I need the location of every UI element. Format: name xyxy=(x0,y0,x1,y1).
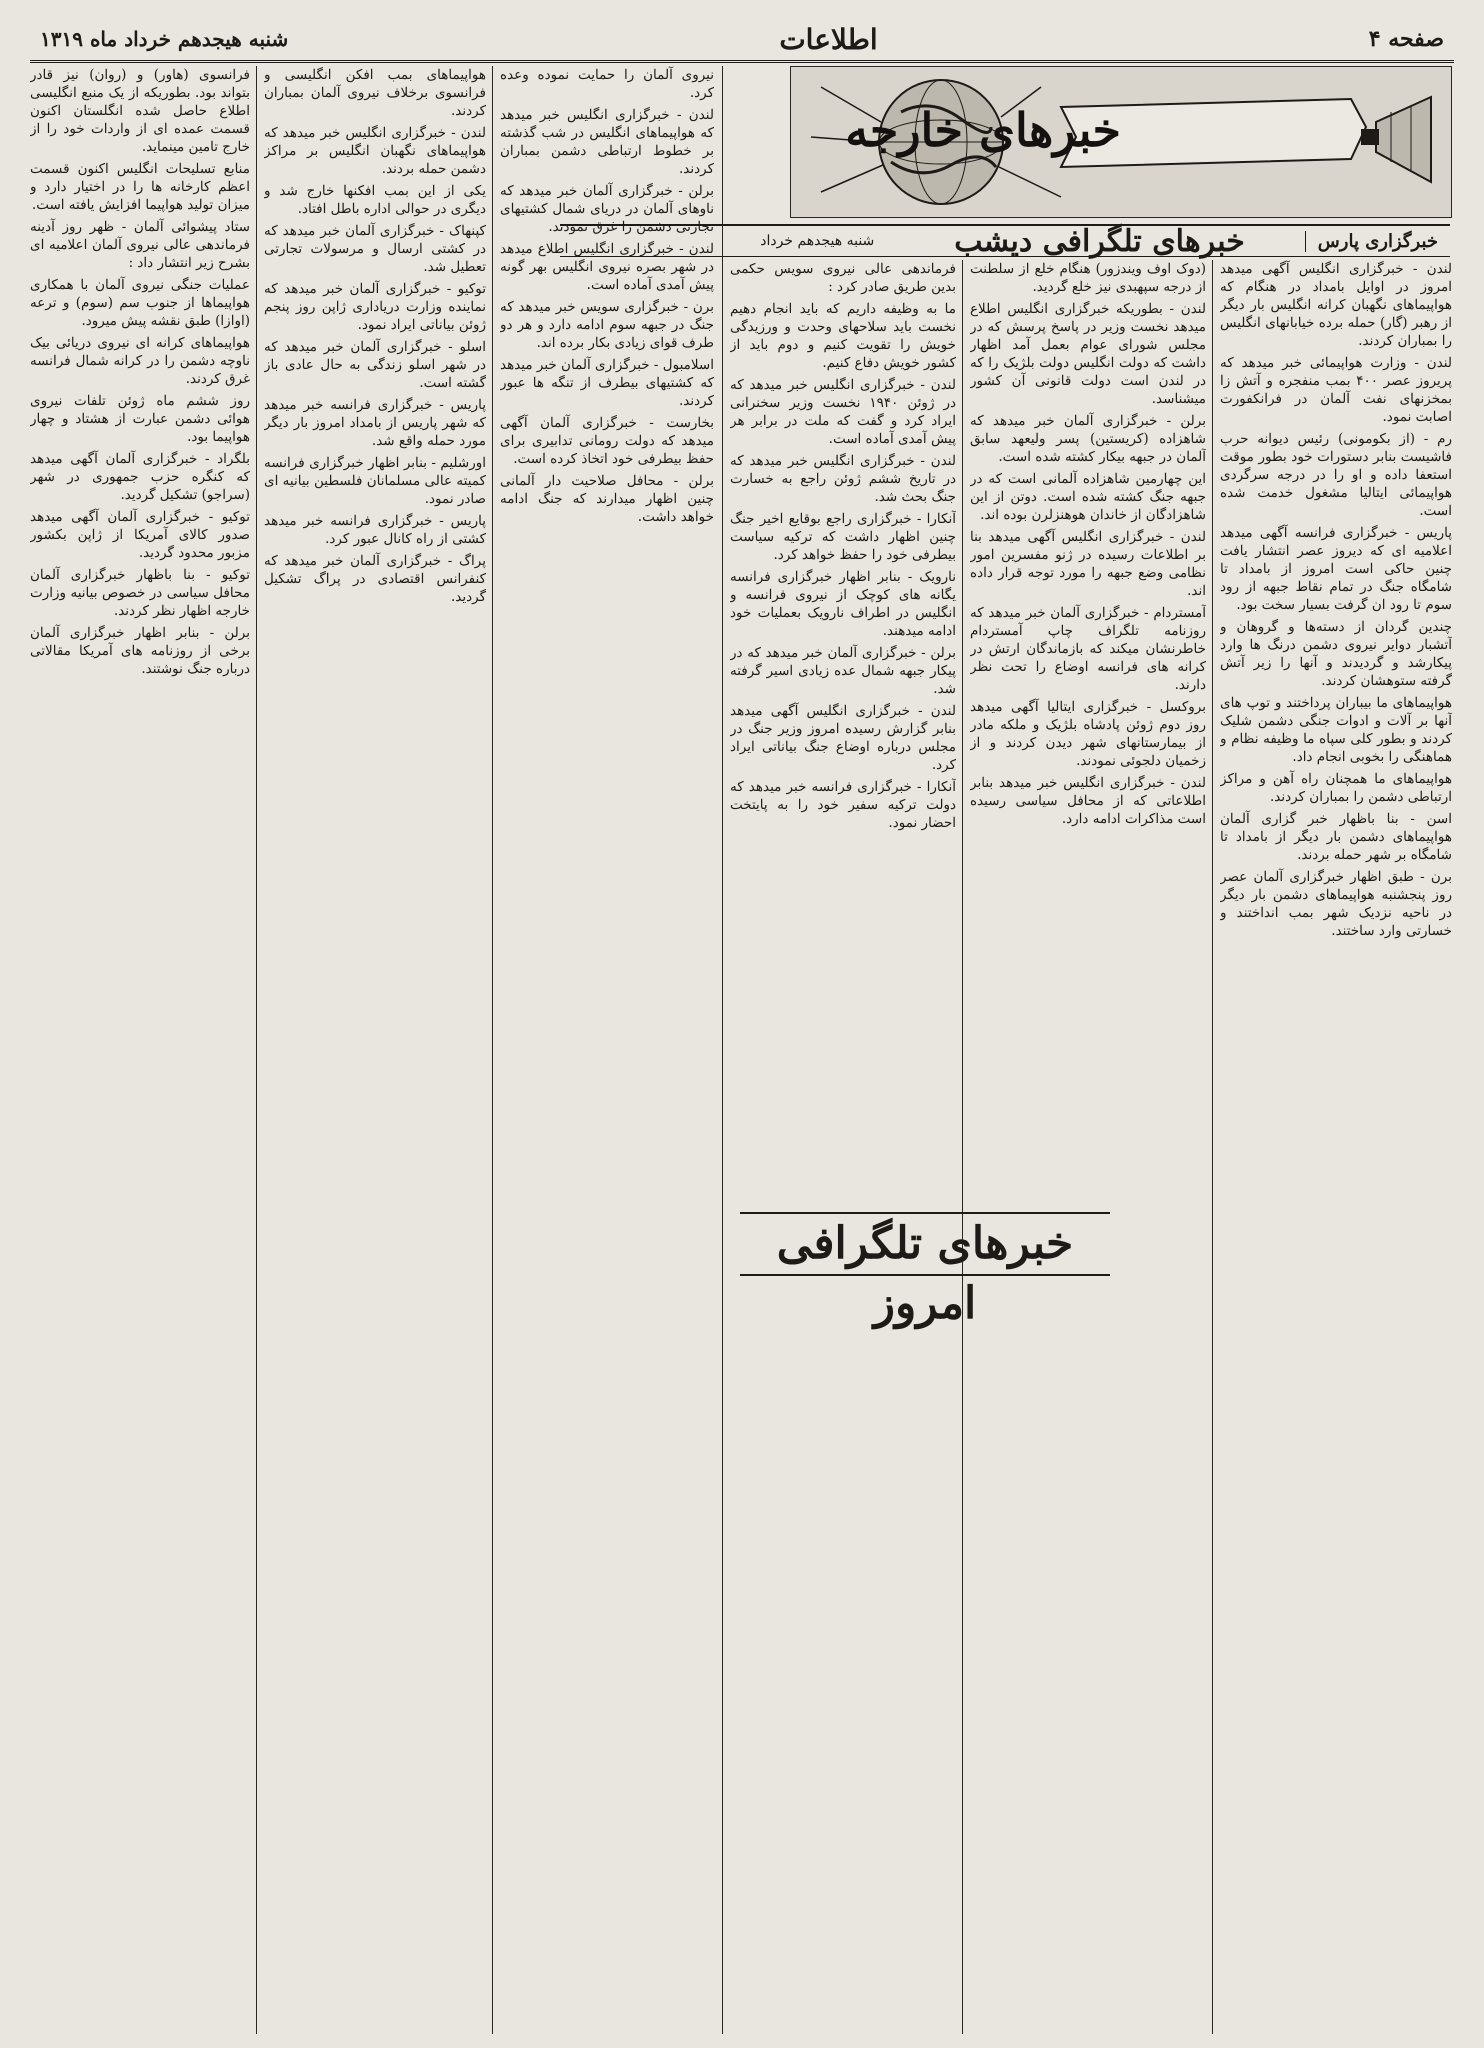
night-telegrams-headline: خبرهای تلگرافی دیشب xyxy=(954,223,1245,259)
article-paragraph: ستاد پیشوائی آلمان - ظهر روز آدینه فرماندهی عالی نیروی آلمان اعلامیه ای بشرح زیر انتشار داد : xyxy=(30,219,250,271)
article-paragraph: لندن - خبرگزاری انگلیس خبر میدهد که هواپیماهای انگلیس در شب گذشته بر خطوط ارتباطی دشمن بمباران کردند. xyxy=(500,107,714,177)
article-paragraph: اورشلیم - بنابر اظهار خبرگزاری فرانسه کمیته عالی مسلمانان فلسطین بیانیه ای صادر نمود. xyxy=(264,455,486,507)
banner-title: خبرهای خارجه xyxy=(845,103,1121,157)
article-paragraph: فرانسوی (هاور) و (روان) نیز قادر بتواند بود. بطوریکه از یک منبع انگلیسی اطلاع حاصل شده انگلستان اکنون قسمت عمده ای از واردات خود را از خارج تامین مینماید. xyxy=(30,67,250,155)
column-rule xyxy=(962,260,963,2034)
article-paragraph: برلن - خبرگزاری آلمان خبر میدهد که ناوهای آلمان در دریای شمال کشتیهای تجارتی دشمن را غرق نمودند. xyxy=(500,183,714,235)
article-paragraph: چندین گردان از دسته‌ها و گروهان و آتشبار دوایر نیروی دشمن درنگ ها وارد پیکارشد و گردیدند و آنها را زیر آتش گرفته ستوهشان کردند. xyxy=(1220,619,1452,689)
article-paragraph: (دوک اوف ویندزور) هنگام خلع از سلطنت از درجه سپهبدی نیز خلع گردید. xyxy=(970,261,1206,295)
column-1 xyxy=(1220,260,1452,2034)
article-paragraph: هواپیماهای کرانه ای نیروی دریائی بیک ناوچه دشمن را در کرانه شمال فرانسه غرق کردند. xyxy=(30,335,250,387)
article-paragraph: برلن - خبرگزاری آلمان خبر میدهد که در پیکار جبهه شمال عده زیادی اسیر گرفته شد. xyxy=(730,645,956,697)
article-paragraph: لندن - خبرگزاری انگلیس خبر میدهد که در تاریخ ششم ژوئن راجع به خسارت جنگ بحث شد. xyxy=(730,453,956,505)
article-paragraph: لندن - خبرگزاری انگلیس خبر میدهد که هواپیماهای نگهبان انگلیس بر مراکز دشمن حمله بردند. xyxy=(264,125,486,177)
paper-name: اطلاعات xyxy=(779,22,878,56)
article-paragraph: بخارست - خبرگزاری آلمان آگهی میدهد که دولت رومانی تدابیری برای حفظ بیطرفی خود اتخاذ کرده است. xyxy=(500,415,714,467)
article-paragraph: لندن - بطوریکه خبرگزاری انگلیس اطلاع میدهد نخست وزیر در پاسخ پرسش که در مجلس شورای عوام بعمل آمد اظهار داشت که دولت انگلیس دولت بلژیک را که در لندن است دولت قانونی آن کشور میشناسد. xyxy=(970,301,1206,407)
today-telegrams-headline: خبرهای تلگرافی امروز xyxy=(740,1212,1110,1276)
article-paragraph: این چهارمین شاهزاده آلمانی است که در جبهه جنگ کشته شده است. دوتن از این شاهزادگان از خاندان هوهنزلرن بوده اند. xyxy=(970,471,1206,523)
article-paragraph: لندن - خبرگزاری انگلیس آگهی میدهد امروز در اوایل بامداد در هنگام که هواپیماهای نگهبان کرانه انگلیس بار دیگر از رهبر (گار) حمله برده خیابانهای انگلیس را بمباران کردند. xyxy=(1220,261,1452,349)
article-paragraph: بلگراد - خبرگزاری آلمان آگهی میدهد که کنگره حزب جمهوری در شهر (سراجو) تشکیل گردید. xyxy=(30,451,250,503)
article-paragraph: منابع تسلیحات انگلیس اکنون قسمت اعظم کارخانه ها را در اختیار دارد و میزان تولید هواپیما افزایش یافته است. xyxy=(30,161,250,213)
article-paragraph: توکیو - خبرگزاری آلمان آگهی میدهد صدور کالای آمریکا از ژاپن بکشور مزبور محدود گردید. xyxy=(30,509,250,561)
article-paragraph: هواپیماهای ما همچنان راه آهن و مراکز ارتباطی دشمن را بمباران کردند. xyxy=(1220,771,1452,805)
article-paragraph: برن - خبرگزاری سویس خبر میدهد که جنگ در جبهه سوم ادامه دارد و هر دو طرف قوای زیادی بکار برده اند. xyxy=(500,299,714,351)
column-rule xyxy=(256,66,257,2034)
article-paragraph: لندن - خبرگزاری انگلیس خبر میدهد که در ژوئن ۱۹۴۰ نخست وزیر سخنرانی ایراد کرد و گفت که ملت در برابر هر پیش آمدی آماده است. xyxy=(730,377,956,447)
article-paragraph: لندن - خبرگزاری انگلیس خبر میدهد بنابر اطلاعاتی که از محافل سیاسی رسیده است مذاکرات ادامه دارد. xyxy=(970,775,1206,827)
column-2 xyxy=(970,260,1206,2034)
article-paragraph: آنکارا - خبرگزاری راجع بوقایع اخیر جنگ چنین اظهار داشت که ترکیه سیاست بیطرفی خود را حفظ خواهد کرد. xyxy=(730,511,956,563)
article-paragraph: پراگ - خبرگزاری آلمان خبر میدهد که کنفرانس اقتصادی در پراگ تشکیل گردید. xyxy=(264,553,486,605)
article-paragraph: اسن - بنا باظهار خبر گزاری آلمان هواپیماهای دشمن بار دیگر از بامداد تا شامگاه بر شهر حمله بردند. xyxy=(1220,811,1452,863)
masthead-strip xyxy=(30,18,1454,63)
column-6 xyxy=(30,66,250,2034)
article-paragraph: هواپیماهای ما بیباران پرداختند و توپ های آنها بر آلات و ادوات جنگی دشمن شلیک کردند و بطور کلی سپاه ما وظیفه نظام و هماهنگی را بخوبی انجام داد. xyxy=(1220,695,1452,765)
article-paragraph: توکیو - خبرگزاری آلمان خبر میدهد که نماینده وزارت دریاداری ژاپن روز پنجم ژوئن بیاناتی ایراد نمود. xyxy=(264,281,486,333)
article-paragraph: هواپیماهای بمب افکن انگلیسی و فرانسوی برخلاف نیروی آلمان بمباران کردند. xyxy=(264,67,486,119)
article-paragraph: پاریس - خبرگزاری فرانسه خبر میدهد کشتی از راه کانال عبور کرد. xyxy=(264,513,486,547)
article-paragraph: روز ششم ماه ژوئن تلفات نیروی هوائی دشمن عبارت از هشتاد و چهار هواپیما بود. xyxy=(30,393,250,445)
article-paragraph: پاریس - خبرگزاری فرانسه آگهی میدهد اعلامیه ای که دیروز عصر انتشار یافت چنین حاکی است امروز از بامداد تا شامگاه جنگ در تمام نقاط جبهه از رود سوم تا رود ان گرفت بسیار سخت بود. xyxy=(1220,525,1452,613)
article-paragraph: رم - (از بکومونی) رئیس دیوانه حرب فاشیست بنابر دستورات خود بطور موقت استعفا داده و او را در درجه سرگردی هواپیمائی ایتالیا مشغول خدمت شده است. xyxy=(1220,431,1452,519)
article-paragraph: نیروی آلمان را حمایت نموده وعده کرد. xyxy=(500,67,714,101)
article-paragraph: اسلامبول - خبرگزاری آلمان خبر میدهد که کشتیهای بیطرف از تنگه ها عبور کردند. xyxy=(500,357,714,409)
article-paragraph: ما به وظیفه داریم که باید انجام دهیم نخست باید سلاحهای وحدت و ورزیدگی خویش را تقویت کنیم و دوم باید از کشور خویش دفاع کنیم. xyxy=(730,301,956,371)
article-paragraph: برلن - محافل صلاحیت دار آلمانی چنین اظهار میدارند که جنگ ادامه خواهد داشت. xyxy=(500,473,714,525)
subhead-date: شنبه هیجدهم خرداد xyxy=(760,233,875,249)
article-paragraph: برن - طبق اظهار خبرگزاری آلمان عصر روز پنجشنبه هواپیماهای دشمن بار دیگر در ناحیه نزدیک شهر بمب انداختند و خسارتی وارد ساختند. xyxy=(1220,869,1452,939)
article-paragraph: توکیو - بنا باظهار خبرگزاری آلمان محافل سیاسی در خصوص بیانیه وزارت خارجه اظهار نظر کردند. xyxy=(30,567,250,619)
issue-date: شنبه هیجدهم خرداد ماه ۱۳۱۹ xyxy=(40,27,289,51)
column-rule xyxy=(492,66,493,2034)
article-paragraph: آنکارا - خبرگزاری فرانسه خبر میدهد که دولت ترکیه سفیر خود را به پایتخت احضار نمود. xyxy=(730,779,956,831)
foreign-news-banner xyxy=(790,66,1452,218)
column-5 xyxy=(264,66,486,2034)
page-number: صفحه ۴ xyxy=(1368,26,1444,52)
article-paragraph: بروکسل - خبرگزاری ایتالیا آگهی میدهد روز دوم ژوئن پادشاه بلژیک و ملکه مادر از بیمارستانهای شهر دیدن کردند و از زخمیان دلجوئی نمودند. xyxy=(970,699,1206,769)
article-paragraph: لندن - خبرگزاری انگلیس اطلاع میدهد در شهر بصره نیروی انگلیس بهر گونه پیش آمدی آماده است. xyxy=(500,241,714,293)
article-paragraph: فرماندهی عالی نیروی سویس حکمی بدین طریق صادر کرد : xyxy=(730,261,956,295)
article-paragraph: یکی از این بمب افکنها خارج شد و دیگری در حوالی اداره باطل افتاد. xyxy=(264,183,486,217)
article-paragraph: لندن - خبرگزاری انگلیس آگهی میدهد بنا بر اطلاعات رسیده در ژنو مفسرین امور نظامی وضع جبهه را مورد توجه قرار داده اند. xyxy=(970,529,1206,599)
agency-label: خبرگزاری پارس xyxy=(1305,231,1450,252)
article-paragraph: کپنهاک - خبرگزاری آلمان خبر میدهد که در کشتی ارسال و مرسولات تجارتی تعطیل شد. xyxy=(264,223,486,275)
column-4 xyxy=(500,66,714,2034)
column-rule xyxy=(1212,260,1213,2034)
article-paragraph: برلن - بنابر اظهار خبرگزاری آلمان برخی از روزنامه های آمریکا مقالاتی درباره جنگ نوشتند. xyxy=(30,625,250,677)
article-paragraph: برلن - خبرگزاری آلمان خبر میدهد که شاهزاده (کریستین) پسر ولیعهد سابق آلمان در جبهه بیکار کشته شده است. xyxy=(970,413,1206,465)
article-paragraph: عملیات جنگی نیروی آلمان با همکاری هواپیماها از جنوب سم (سوم) و ترعه (اوازا) طبق نقشه پیش میرود. xyxy=(30,277,250,329)
article-paragraph: لندن - خبرگزاری انگلیس آگهی میدهد بنابر گزارش رسیده امروز وزیر جنگ در مجلس درباره اوضاع جنگ بیاناتی ایراد کرد. xyxy=(730,703,956,773)
article-paragraph: لندن - وزارت هواپیمائی خبر میدهد که پریروز عصر ۴۰۰ بمب منفجره و آتش زا بمخزنهای نفت آلمان در فرانکفورت اصابت نمود. xyxy=(1220,355,1452,425)
article-paragraph: آمستردام - خبرگزاری آلمان خبر میدهد که روزنامه تلگراف چاپ آمستردام خاطرنشان میکند که بازماندگان ارتش در کرانه های فرانسه اوضاع را تحت نظر دارند. xyxy=(970,605,1206,693)
article-paragraph: نارویک - بنابر اظهار خبرگزاری فرانسه یگانه های کوچک از نیروی فرانسه و انگلیس در اطراف نارویک بعملیات خود ادامه میدهند. xyxy=(730,569,956,639)
article-paragraph: پاریس - خبرگزاری فرانسه خبر میدهد که شهر پاریس از بامداد امروز بار دیگر مورد حمله واقع شد. xyxy=(264,397,486,449)
article-paragraph: اسلو - خبرگزاری آلمان خبر میدهد که در شهر اسلو زندگی به حال عادی باز گشته است. xyxy=(264,339,486,391)
column-rule xyxy=(722,66,723,2034)
column-3 xyxy=(730,260,956,2034)
